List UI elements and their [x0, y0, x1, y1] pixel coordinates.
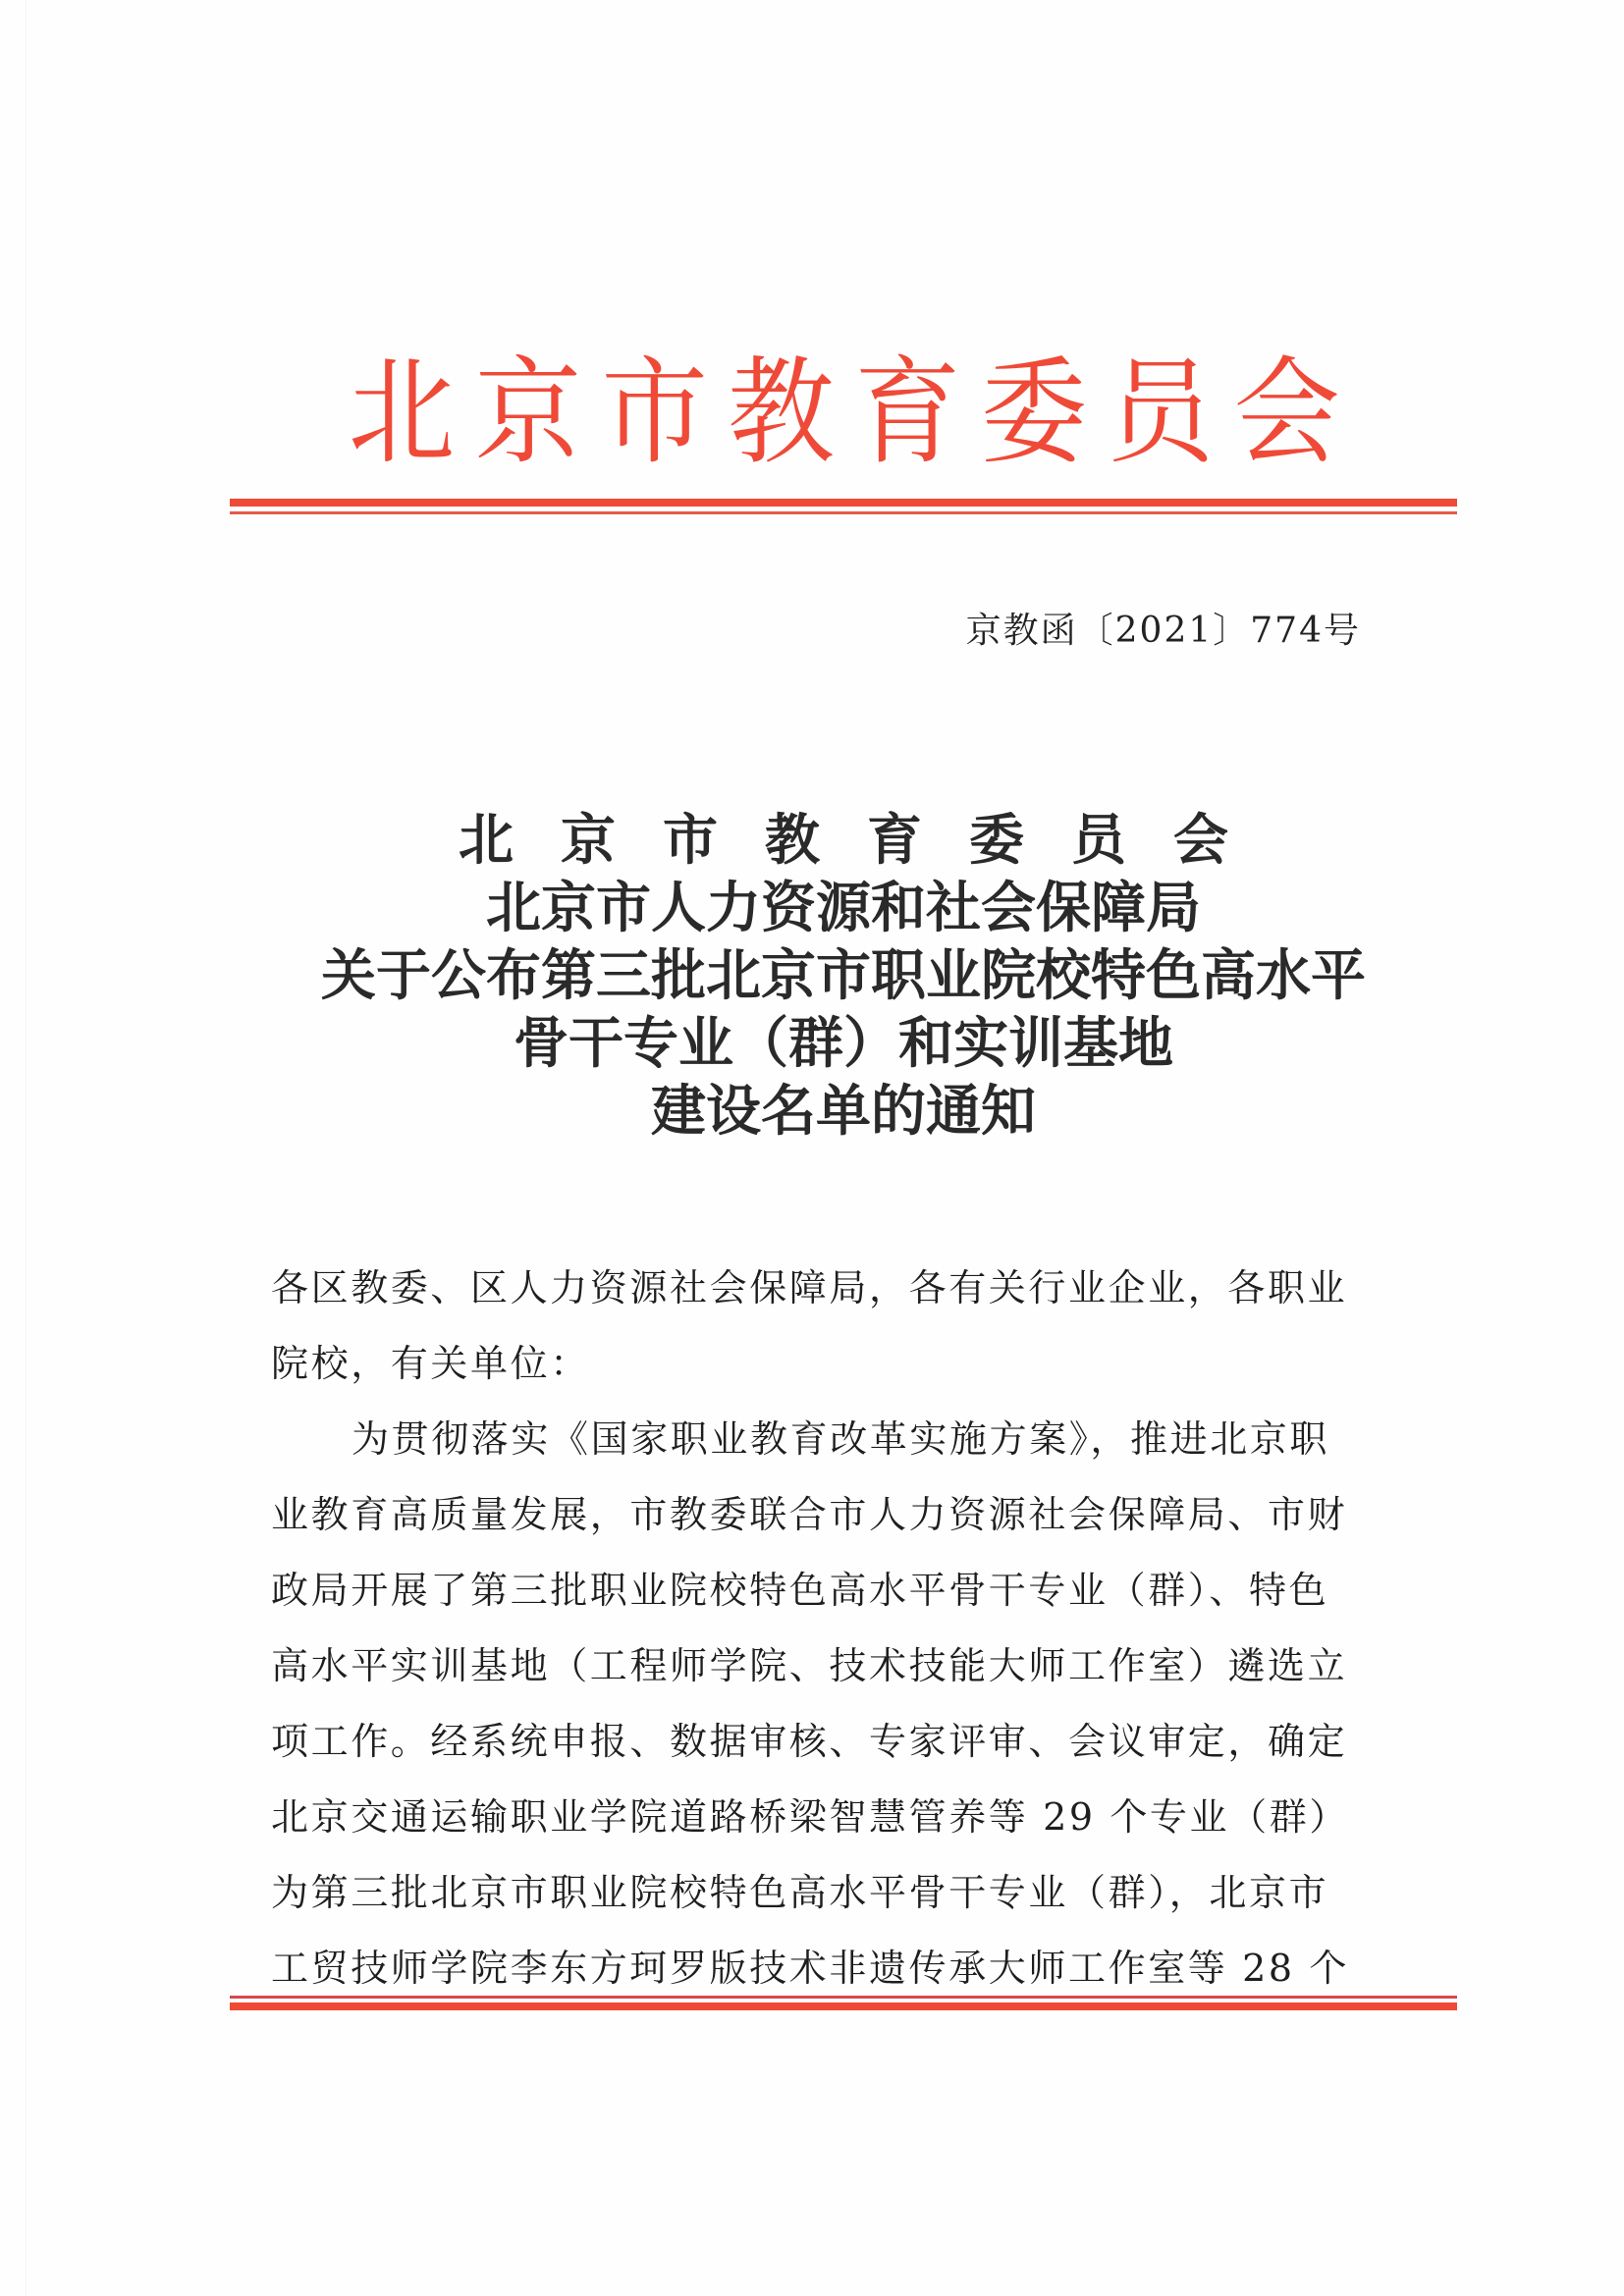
footer-rule-thick — [230, 2002, 1457, 2010]
title-line-issuer-2: 北京市人力资源和社会保障局 — [486, 877, 1201, 940]
paragraph-line: 项工作。经系统申报、数据审核、专家评审、会议审定，确定 — [271, 1720, 1348, 1763]
addressee-line: 各区教委、区人力资源社会保障局，各有关行业企业，各职业 — [271, 1266, 1348, 1309]
document-body — [271, 1262, 1406, 2018]
footer-rule-thin — [230, 1996, 1457, 1999]
paragraph-line: 为贯彻落实《国家职业教育改革实施方案》，推进北京职 — [352, 1417, 1330, 1461]
paragraph-line: 工贸技师学院李东方珂罗版技术非遗传承大师工作室等 28 个 — [271, 1947, 1349, 1990]
title-line-subject-1: 关于公布第三批北京市职业院校特色高水平 — [321, 944, 1366, 1008]
header-rule-thick — [230, 499, 1457, 507]
issuer-masthead: 北京市教育委员会 — [348, 345, 1361, 480]
scan-edge-artifact — [26, 0, 27, 2296]
addressee-line: 院校，有关单位： — [271, 1342, 590, 1385]
title-line-subject-3: 建设名单的通知 — [651, 1080, 1036, 1144]
title-line-issuer-1: 北京市教育委员会 — [459, 809, 1275, 873]
paragraph-line: 高水平实训基地（工程师学院、技术技能大师工作室）遴选立 — [271, 1644, 1348, 1687]
masthead — [230, 334, 1457, 491]
paragraph-line: 为第三批北京市职业院校特色高水平骨干专业（群），北京市 — [271, 1871, 1329, 1914]
paragraph-line: 北京交通运输职业学院道路桥梁智慧管养等 29 个专业（群） — [271, 1795, 1349, 1839]
document-title — [230, 807, 1457, 1146]
paragraph-line: 政局开展了第三批职业院校特色高水平骨干专业（群）、特色 — [271, 1569, 1329, 1612]
document-number: 京教函〔2021〕774号 — [965, 611, 1361, 651]
header-rule-thin — [230, 511, 1457, 514]
title-line-subject-2: 骨干专业（群）和实训基地 — [514, 1012, 1173, 1076]
paragraph-line: 业教育高质量发展，市教委联合市人力资源社会保障局、市财 — [271, 1493, 1348, 1536]
